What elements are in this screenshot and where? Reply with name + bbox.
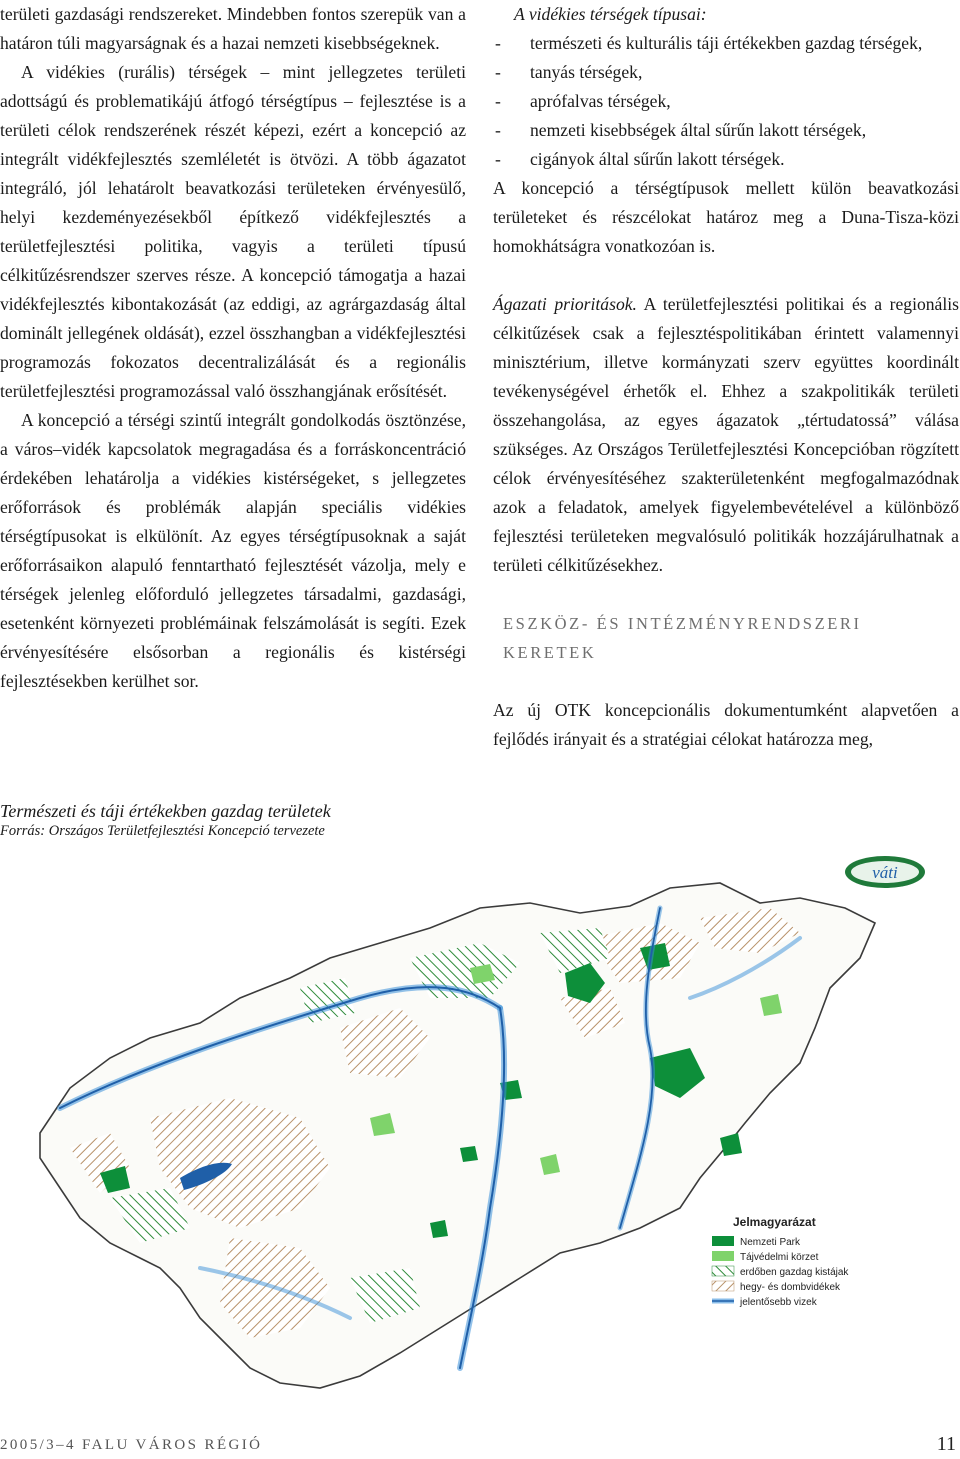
figure-title: Természeti és táji értékekben gazdag területek <box>0 801 331 821</box>
svg-text:hegy- és dombvidékek: hegy- és dombvidékek <box>740 1282 841 1293</box>
sector-priorities-body: A területfejlesztési politikai és a regionális célkitűzések csak a fejlesztéspolitikában érintett valamennyi minisztérium, illetve kormányzati szerv együttes koordinált tevékenységével érhetők el. Ehhez a szakpolitikák területi összehangolása, az egyes ágazatok „tértudatossá” válása szükséges. Az Országos Területfejlesztési Koncepcióban rögzített célok érvényesítéséhez szakterületenként megfogalmazódnak azok a feladatok, amelyek figyelembevételével a különböző fejlesztési területeken megvalósuló politikák hozzájárulhatnak a területi célkitűzésekhez. <box>493 294 959 575</box>
sector-priorities-lead: Ágazati prioritások. <box>493 294 637 314</box>
map-legend <box>712 1215 849 1308</box>
hungary-map <box>0 848 960 1408</box>
figure-caption <box>0 800 520 840</box>
left-column <box>0 0 466 696</box>
svg-text:váti: váti <box>872 863 898 882</box>
legend-title: Jelmagyarázat <box>733 1215 816 1229</box>
svg-text:jelentősebb vizek: jelentősebb vizek <box>740 1297 817 1308</box>
paragraph-after-list: A koncepció a térségtípusok mellett külön beavatkozási területeket és részcélokat határoz meg a Duna-Tisza-közi homokhátságra vonatkozóan is. <box>493 178 959 256</box>
paragraph-2: A vidékies (rurális) térségek – mint jellegzetes területi adottságú és problematikájú átfogó térségtípus – fejlesztése is a területi célok rendszerének részét képezi, ezért a koncepció az integrált vidékfejlesztés szemléletét is ötvözi. A több ágazatot integráló, jól lehatárolt beavatkozási területeken érvényesülő, helyi kezdeményezésekből építkező vidékfejlesztés a területfejlesztési politika, vagyis a területi típusú célkitűzésrendszer szerves része. A koncepció támogatja a hazai vidékfejlesztés kibontakozását (az eddigi, az agrárgazdaság által dominált jellegének oldását), ezzel összhangban a vidékfejlesztési programozás fokozatos decentralizálását és a regionális területfejlesztési programozással való összhangjának erősítését. <box>0 62 466 401</box>
list-item: - tanyás térségek, <box>495 62 643 82</box>
section-heading: ESZKÖZ- ÉS INTÉZMÉNYRENDSZERI KERETEK <box>503 614 862 662</box>
rural-types-list <box>493 29 959 174</box>
list-item: - természeti és kulturális táji értékekben gazdag térségek, <box>495 33 923 53</box>
rural-types-title: A vidékies térségek típusai: <box>514 4 707 24</box>
list-item: - nemzeti kisebbségek által sűrűn lakott térségek, <box>495 120 867 140</box>
svg-text:erdőben gazdag kistájak: erdőben gazdag kistájak <box>740 1267 849 1278</box>
vati-logo <box>845 856 925 888</box>
page-footer <box>0 1433 960 1459</box>
list-item: - cigányok által sűrűn lakott térségek. <box>495 149 785 169</box>
sector-priorities-paragraph <box>493 290 959 580</box>
journal-title: 2005/3–4 FALU VÁROS RÉGIÓ <box>0 1437 263 1453</box>
list-item: - aprófalvas térségek, <box>495 91 671 111</box>
paragraph-1: területi gazdasági rendszereket. Mindebben fontos szerepük van a határon túli magyarságnak és a hazai nemzeti kisebbségeknek. <box>0 4 466 53</box>
section-paragraph: Az új OTK koncepcionális dokumentumként alapvetően a fejlődés irányait és a stratégiai célokat határozza meg, <box>493 700 959 749</box>
svg-text:Nemzeti Park: Nemzeti Park <box>740 1237 801 1248</box>
right-column <box>493 0 959 754</box>
svg-text:Tájvédelmi körzet: Tájvédelmi körzet <box>740 1252 819 1263</box>
paragraph-3: A koncepció a térségi szintű integrált gondolkodás ösztönzése, a város–vidék kapcsolatok megragadása és a forráskoncentráció érdekében lehatárolja a vidékies kistérségeket, s jellegzetes erőforrások és problémák alapján speciális vidékies térségtípusokat is elkülönít. Az egyes térségtípusoknak a saját erőforrásaikon alapuló fenntartható fejlesztését vázolja, mely e térségek jelenleg előforduló jellegzetes társadalmi, gazdasági, esetenként környezeti problémáinak felszámolását is segíti. Ezek érvényesítésére elsősorban a regionális és kistérségi fejlesztésekben kerülhet sor. <box>0 410 466 691</box>
figure-source: Forrás: Országos Területfejlesztési Koncepció tervezete <box>0 823 325 839</box>
page-number: 11 <box>936 1433 956 1455</box>
